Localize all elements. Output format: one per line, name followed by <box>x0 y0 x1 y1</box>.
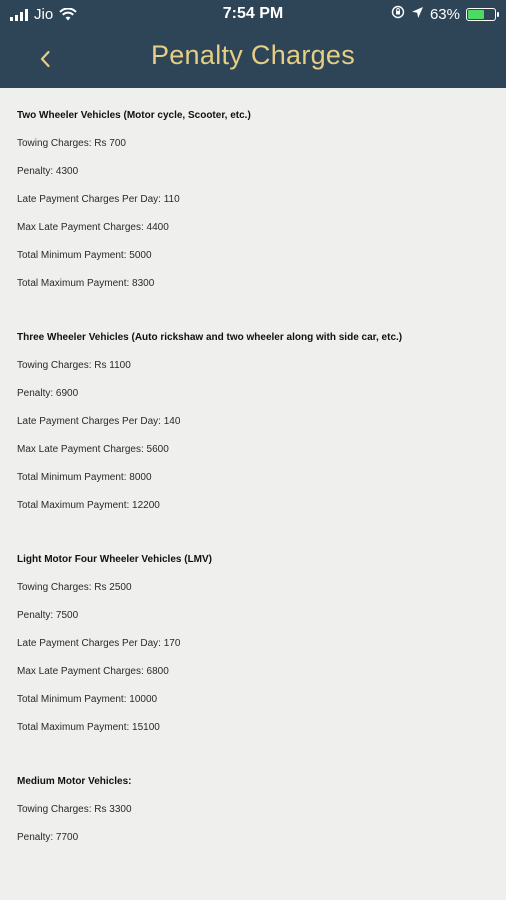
charge-row: Towing Charges: Rs 700 <box>17 138 126 149</box>
carrier-name: Jio <box>34 6 54 23</box>
penalty-list[interactable] <box>0 88 506 900</box>
charge-row: Towing Charges: Rs 1100 <box>17 360 131 371</box>
page-title: Penalty Charges <box>150 40 356 70</box>
charge-row: Total Maximum Payment: 12200 <box>17 500 160 511</box>
section-title: Medium Motor Vehicles: <box>17 776 132 787</box>
charge-row: Total Maximum Payment: 8300 <box>17 278 155 289</box>
charge-row: Late Payment Charges Per Day: 140 <box>17 416 181 427</box>
section-two-wheeler <box>17 109 497 291</box>
section-title: Three Wheeler Vehicles (Auto rickshaw and two wheeler along with side car, etc.) <box>17 332 403 343</box>
charge-row: Penalty: 6900 <box>17 388 79 399</box>
orientation-lock-icon <box>391 5 405 23</box>
charge-row: Total Minimum Payment: 10000 <box>17 694 158 705</box>
charge-row: Penalty: 7500 <box>17 610 79 621</box>
charge-row: Total Maximum Payment: 15100 <box>17 722 160 733</box>
section-title: Light Motor Four Wheeler Vehicles (LMV) <box>17 554 213 565</box>
charge-row: Towing Charges: Rs 2500 <box>17 582 132 593</box>
charge-row: Penalty: 7700 <box>17 832 79 843</box>
charge-row: Towing Charges: Rs 3300 <box>17 804 132 815</box>
charge-row: Late Payment Charges Per Day: 110 <box>17 194 180 205</box>
nav-bar <box>0 30 506 88</box>
section-medium-motor <box>17 775 497 845</box>
battery-fill <box>468 10 484 19</box>
status-right <box>391 5 496 23</box>
status-time: 7:54 PM <box>222 5 284 22</box>
charge-row: Max Late Payment Charges: 5600 <box>17 444 169 455</box>
section-lmv <box>17 553 497 735</box>
section-title: Two Wheeler Vehicles (Motor cycle, Scooter, etc.) <box>17 110 251 121</box>
charge-row: Max Late Payment Charges: 6800 <box>17 666 169 677</box>
location-arrow-icon <box>411 6 424 23</box>
charge-row: Total Minimum Payment: 8000 <box>17 472 152 483</box>
charge-row: Max Late Payment Charges: 4400 <box>17 222 169 233</box>
charge-row: Late Payment Charges Per Day: 170 <box>17 638 181 649</box>
battery-icon <box>466 8 496 21</box>
battery-percent: 63% <box>429 5 460 23</box>
status-bar <box>0 0 506 30</box>
charge-row: Total Minimum Payment: 5000 <box>17 250 152 261</box>
section-three-wheeler <box>17 331 497 513</box>
charge-row: Penalty: 4300 <box>17 166 79 177</box>
